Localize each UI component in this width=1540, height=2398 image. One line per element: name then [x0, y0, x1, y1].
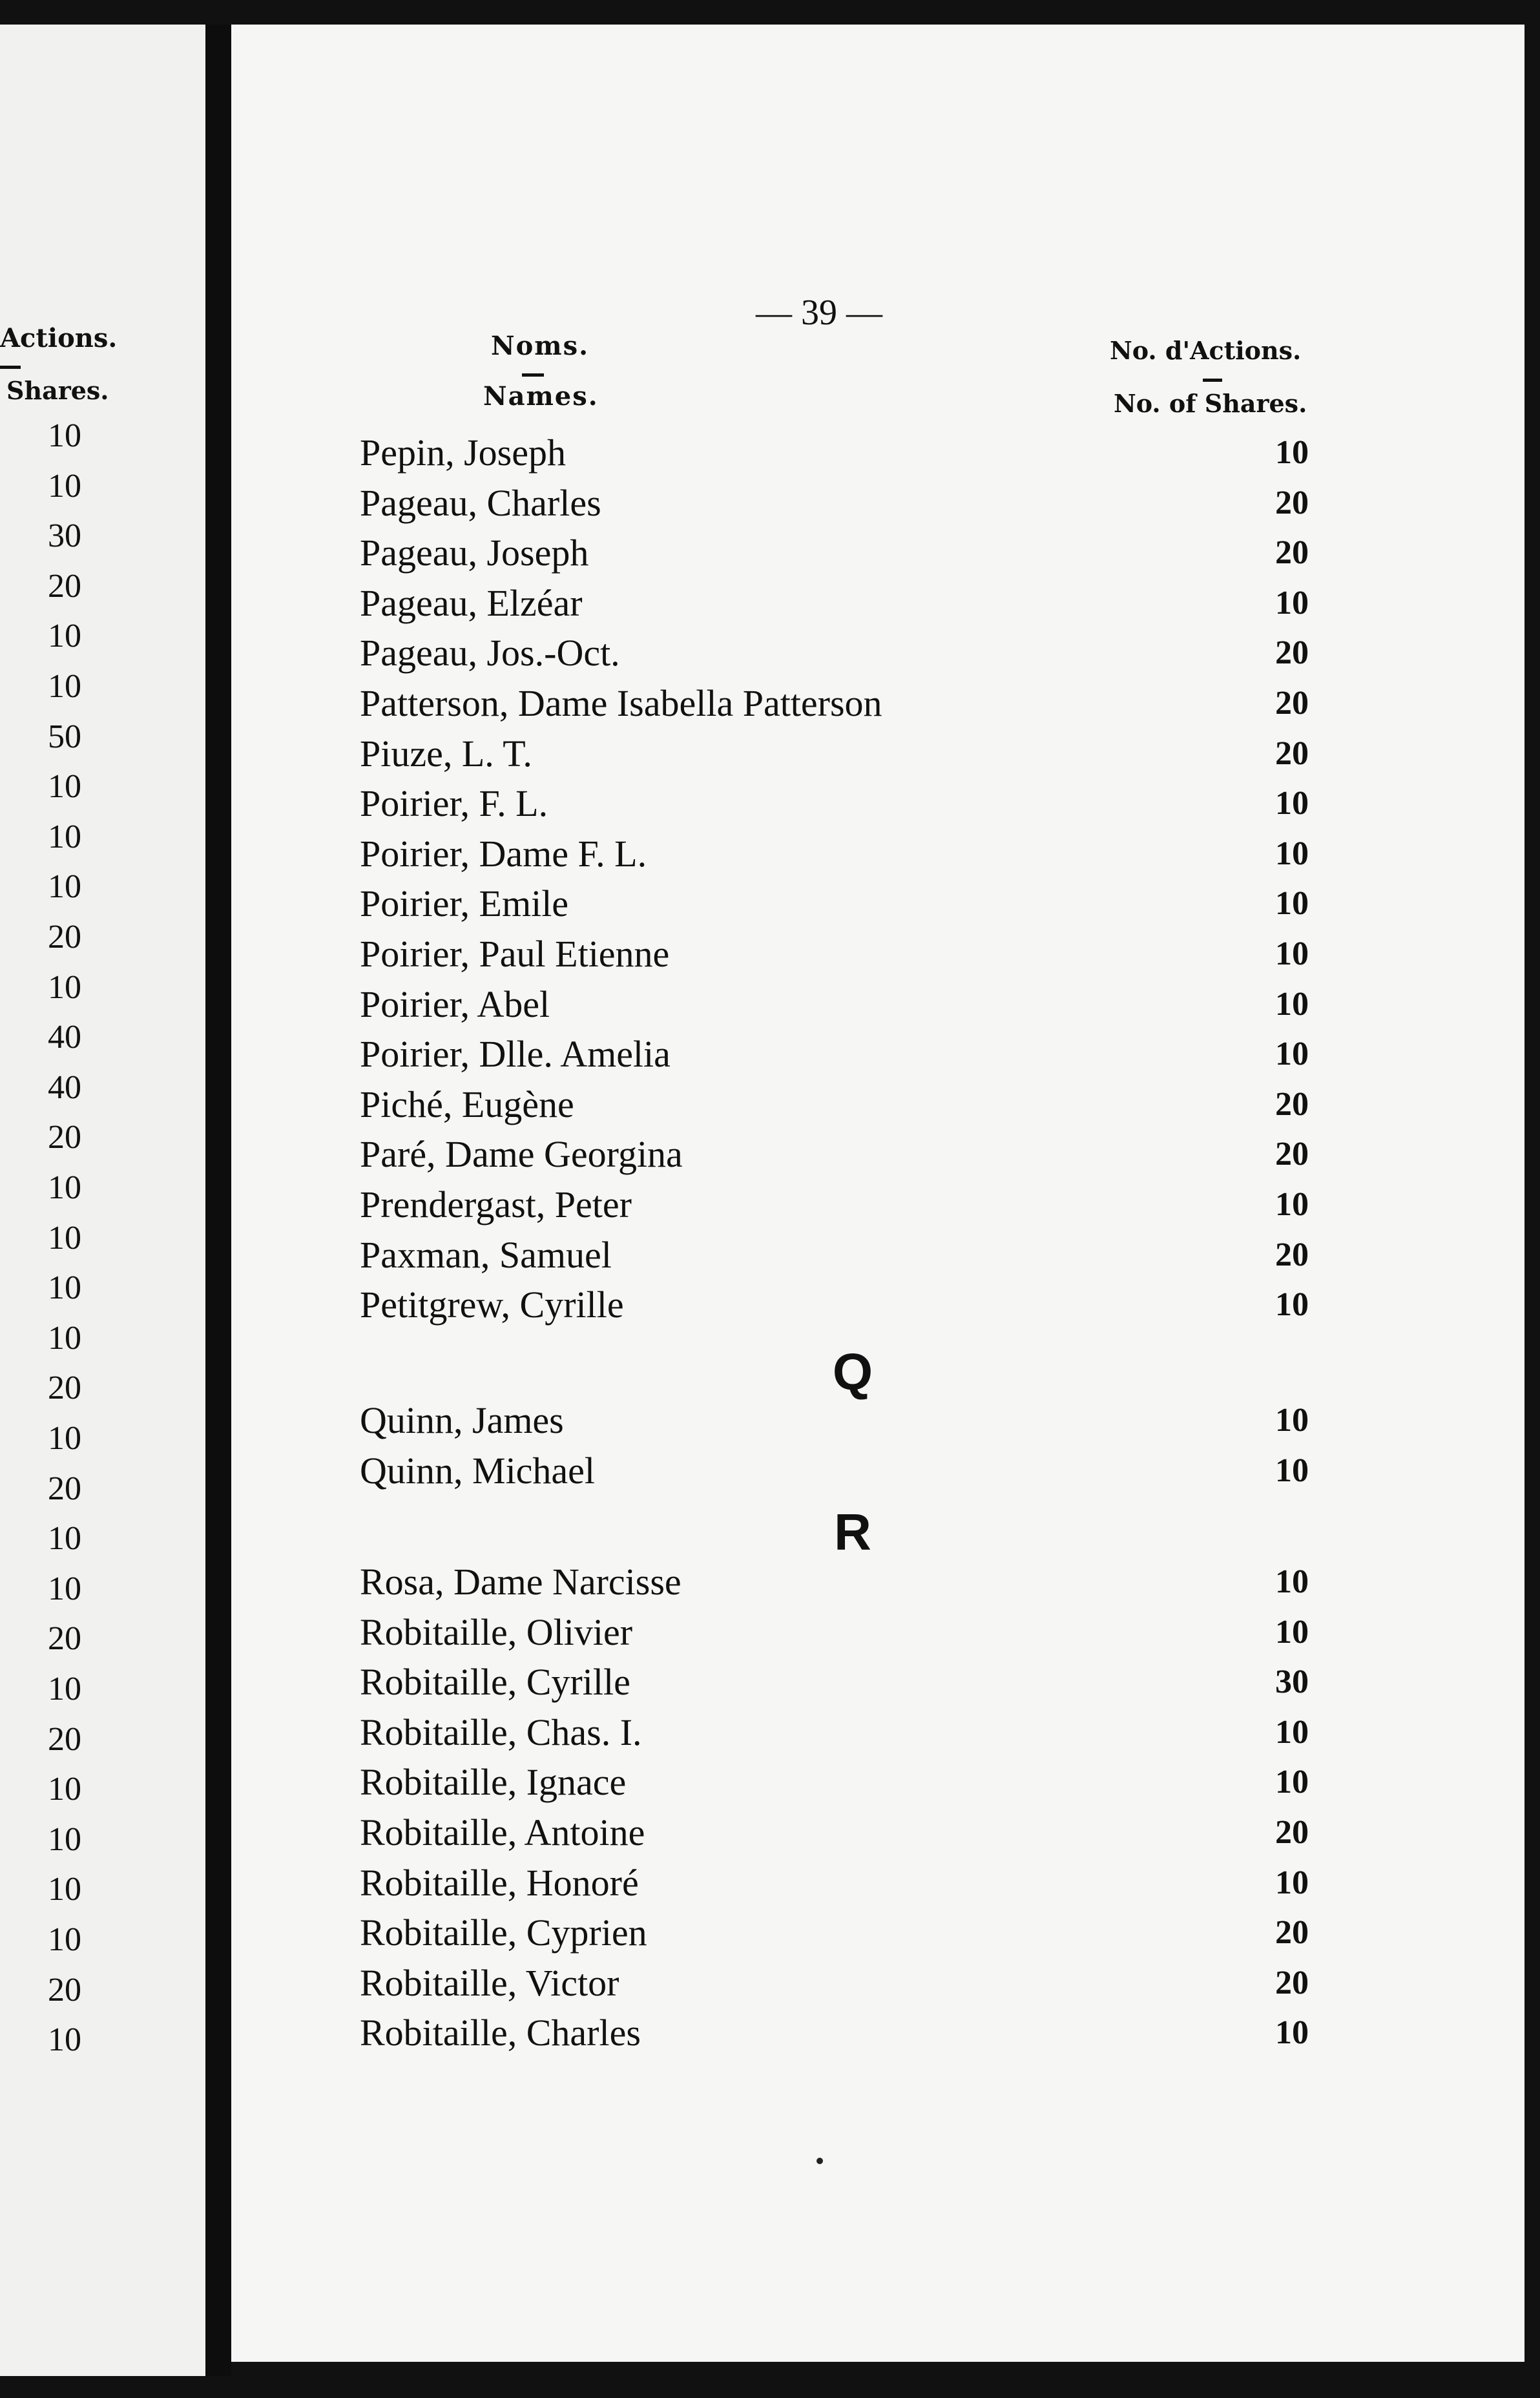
shareholder-name: Pageau, Elzéar [360, 581, 583, 624]
left-shares-value: 20 [48, 919, 81, 955]
shareholder-name: Poirier, F. L. [360, 782, 548, 825]
left-shares-value: 10 [48, 2021, 81, 2059]
shareholder-name: Robitaille, Chas. I. [360, 1711, 642, 1753]
left-shares-value: 10 [48, 417, 81, 454]
book-binding [205, 25, 231, 2376]
shares-count: 10 [1275, 1286, 1309, 1324]
left-shares-value: 20 [48, 567, 81, 605]
left-shares-value: 20 [48, 1370, 81, 1407]
left-shares-value: 10 [48, 768, 81, 806]
left-shares-value: 10 [48, 1219, 81, 1256]
shareholder-name: Pepin, Joseph [360, 432, 566, 474]
shareholder-name: Pageau, Charles [360, 481, 601, 524]
shares-count: 10 [1275, 835, 1309, 872]
left-shares-value: 10 [48, 1570, 81, 1607]
left-shares-value: 10 [48, 1269, 81, 1307]
header-shares-rule [1203, 379, 1222, 382]
left-shares-value: 10 [48, 1169, 81, 1206]
shares-count: 30 [1275, 1663, 1309, 1701]
shareholder-name: Robitaille, Charles [360, 2012, 641, 2054]
header-names-fr: Noms. [491, 331, 590, 361]
shareholder-name: Petitgrew, Cyrille [360, 1284, 624, 1326]
header-shares-fr: No. d'Actions. [1110, 336, 1302, 365]
header-names-en: Names. [483, 381, 599, 412]
left-shares-value: 10 [48, 1871, 81, 1908]
shares-count: 10 [1275, 1713, 1309, 1751]
shareholder-name: Pageau, Joseph [360, 532, 589, 574]
shareholder-name: Piché, Eugène [360, 1083, 574, 1125]
left-shares-value: 20 [48, 1720, 81, 1758]
shareholder-name: Robitaille, Cyprien [360, 1912, 647, 1954]
left-shares-value: 10 [48, 1671, 81, 1707]
shareholder-name: Robitaille, Cyrille [360, 1661, 630, 1704]
shareholder-name: Paré, Dame Georgina [360, 1133, 683, 1176]
left-shares-value: 40 [48, 1069, 81, 1106]
left-shares-value: 10 [48, 1771, 81, 1808]
shares-count: 20 [1275, 1236, 1309, 1273]
shares-count: 20 [1275, 484, 1309, 521]
shares-count: 10 [1275, 885, 1309, 923]
left-shares-value: 10 [48, 1319, 81, 1357]
shares-count: 10 [1275, 1402, 1309, 1439]
left-shares-value: 40 [48, 1019, 81, 1056]
shares-count: 20 [1275, 534, 1309, 572]
left-shares-value: 10 [48, 1820, 81, 1858]
shares-count: 10 [1275, 1186, 1309, 1223]
shares-count: 10 [1275, 434, 1309, 471]
page-number: — 39 — [756, 293, 882, 333]
shares-count: 10 [1275, 1563, 1309, 1600]
shares-count: 20 [1275, 1085, 1309, 1123]
shareholder-name: Poirier, Paul Etienne [360, 933, 670, 975]
shares-count: 10 [1275, 1764, 1309, 1801]
shares-count: 20 [1275, 634, 1309, 672]
shareholder-name: Robitaille, Ignace [360, 1761, 627, 1804]
left-shares-value: 10 [48, 1520, 81, 1558]
left-shares-value: 20 [48, 1470, 81, 1507]
left-shares-value: 10 [48, 668, 81, 705]
shares-count: 10 [1275, 1613, 1309, 1651]
shares-count: 10 [1275, 935, 1309, 972]
header-shares-en: No. of Shares. [1114, 389, 1307, 418]
shareholder-name: Poirier, Emile [360, 882, 569, 925]
ink-spot [817, 2158, 823, 2164]
section-letter: R [834, 1503, 871, 1561]
shares-count: 10 [1275, 1452, 1309, 1489]
left-header-fr: Actions. [0, 323, 118, 353]
shares-count: 10 [1275, 584, 1309, 621]
shares-count: 10 [1275, 1036, 1309, 1073]
left-shares-value: 20 [48, 1620, 81, 1658]
shares-count: 20 [1275, 1136, 1309, 1173]
shareholder-name: Robitaille, Honoré [360, 1861, 639, 1904]
shareholder-name: Paxman, Samuel [360, 1233, 612, 1276]
shareholder-name: Poirier, Dame F. L. [360, 832, 647, 875]
left-shares-value: 10 [48, 467, 81, 505]
shares-count: 10 [1275, 785, 1309, 822]
header-names-rule [522, 373, 544, 377]
left-shares-value: 30 [48, 517, 81, 555]
shareholder-name: Rosa, Dame Narcisse [360, 1561, 682, 1603]
left-shares-value: 10 [48, 1921, 81, 1958]
shareholder-name: Quinn, James [360, 1399, 564, 1441]
shareholder-name: Prendergast, Peter [360, 1183, 632, 1225]
shares-count: 20 [1275, 685, 1309, 722]
left-shares-value: 20 [48, 1971, 81, 2008]
section-letter: Q [832, 1343, 873, 1401]
left-shares-value: 10 [48, 868, 81, 906]
shareholder-name: Pageau, Jos.-Oct. [360, 632, 620, 674]
left-shares-value: 10 [48, 618, 81, 655]
shareholder-name: Robitaille, Olivier [360, 1611, 633, 1653]
shareholder-name: Poirier, Dlle. Amelia [360, 1033, 671, 1076]
left-header-en: Shares. [6, 376, 109, 405]
shares-count: 10 [1275, 985, 1309, 1023]
left-header-rule [0, 366, 21, 369]
shareholder-name: Patterson, Dame Isabella Patterson [360, 682, 882, 724]
shares-count: 20 [1275, 1814, 1309, 1851]
left-shares-value: 50 [48, 718, 81, 755]
shareholder-name: Poirier, Abel [360, 983, 550, 1025]
shares-count: 20 [1275, 1914, 1309, 1952]
shares-count: 20 [1275, 1964, 1309, 2001]
shares-count: 10 [1275, 2014, 1309, 2052]
shareholder-name: Robitaille, Victor [360, 1961, 619, 2004]
left-shares-value: 20 [48, 1119, 81, 1156]
shares-count: 20 [1275, 735, 1309, 772]
left-shares-value: 10 [48, 1420, 81, 1457]
shareholder-name: Quinn, Michael [360, 1449, 596, 1492]
shareholder-name: Robitaille, Antoine [360, 1811, 645, 1853]
shares-count: 10 [1275, 1864, 1309, 1901]
left-shares-value: 10 [48, 968, 81, 1006]
shareholder-name: Piuze, L. T. [360, 732, 532, 775]
left-shares-value: 10 [48, 818, 81, 855]
